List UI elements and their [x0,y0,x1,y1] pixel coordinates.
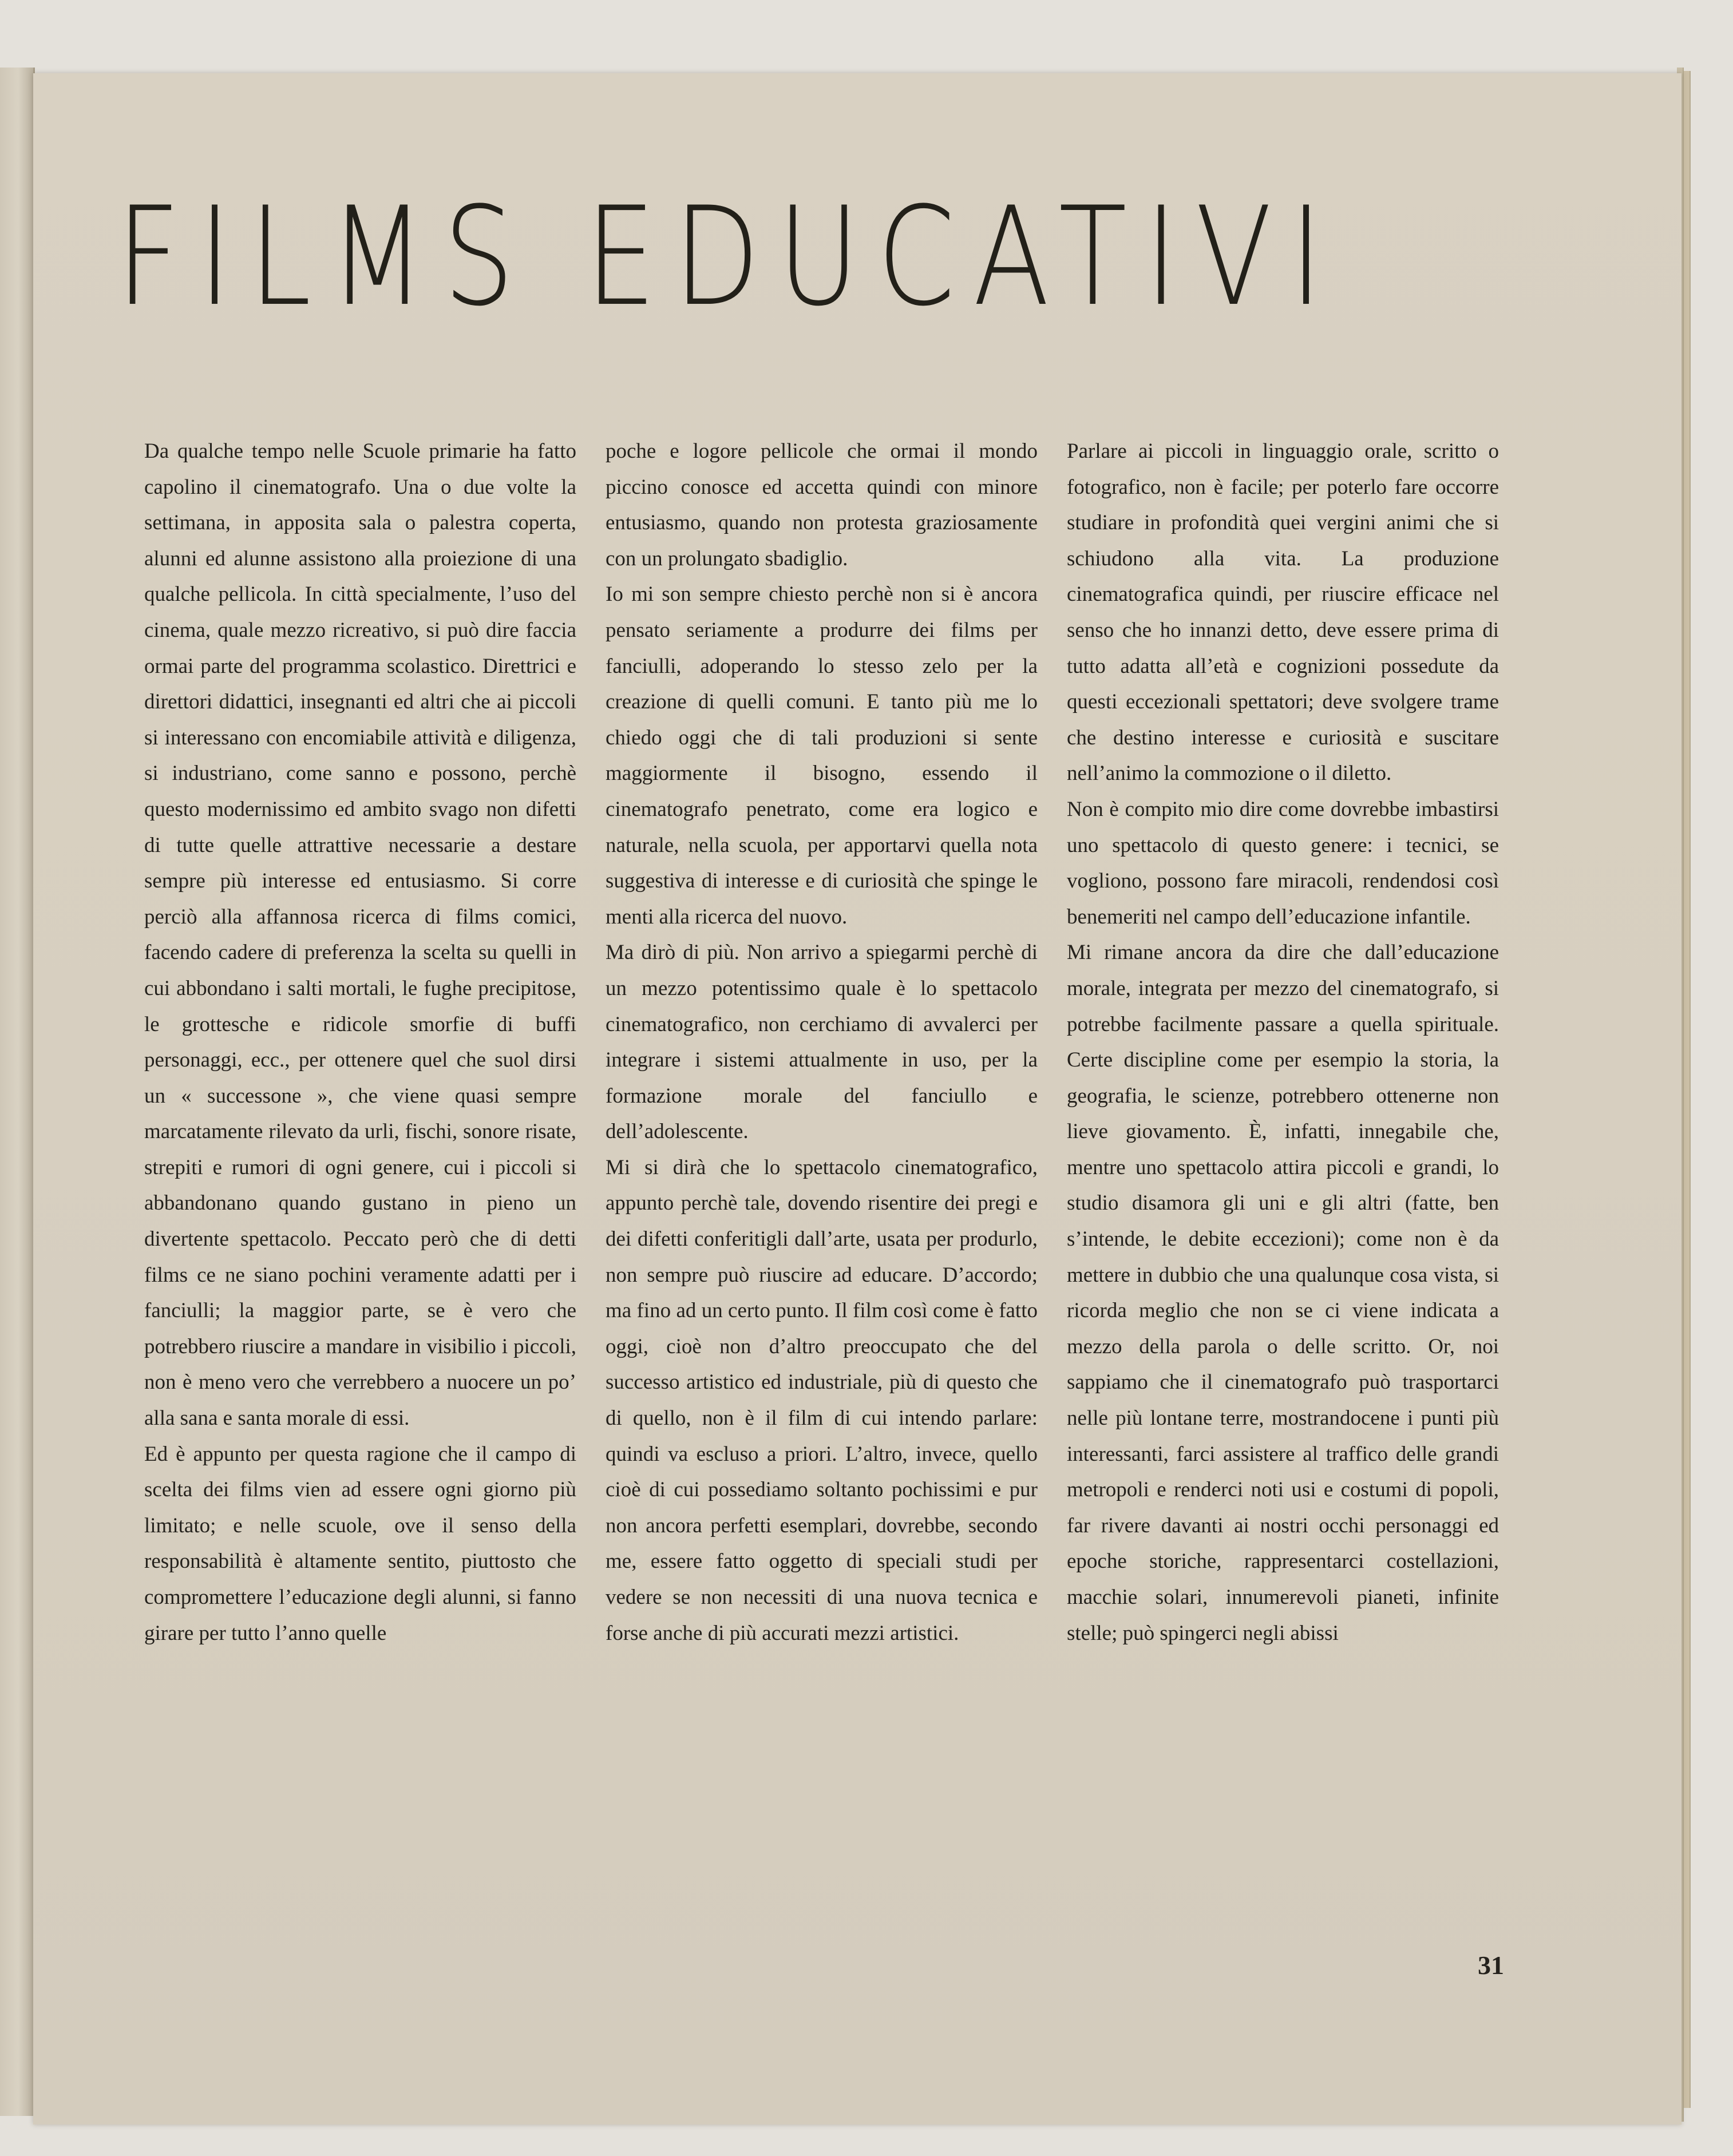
text-column-2 [606,434,1038,1651]
text-column-3 [1067,434,1499,1651]
paragraph: Parlare ai piccoli in linguaggio orale, scritto o fotografico, non è facile; per poterlo fare occorre studiare in profondità quei vergini animi che si schiudono alla vita. La produzione cinematografica quindi, per riuscire efficace nel senso che ho innanzi detto, deve essere prima di tutto adatta all’età e cognizioni possedute da questi eccezionali spettatori; deve svolgere trame che destino interesse e curiosità e suscitare nell’animo la commozione o il diletto. [1067,439,1499,786]
paragraph: Ma dirò di più. Non arrivo a spiegarmi perchè di un mezzo potentissimo quale è lo spettacolo cinematografico, non cerchiamo di avvalerci per integrare i sistemi attualmente in uso, per la formazione morale del fanciullo e dell’adolescente. [606,941,1038,1144]
paragraph: Non è compito mio dire come dovrebbe imbastirsi uno spettacolo di questo genere: i tecnici, se vogliono, possono fare miracoli, rendendosi così benemeriti nel campo dell’educazione infantile. [1067,797,1499,929]
page-stack-edge [1684,71,1691,2108]
paragraph: Da qualche tempo nelle Scuole primarie ha fatto capolino il cinematografo. Una o due volte la settimana, in apposita sala o palestra coperta, alunni ed alunne assistono alla proiezione di una qualche pellicola. In città specialmente, l’uso del cinema, quale mezzo ricreativo, si può dire faccia ormai parte del programma scolastico. Direttrici e direttori didattici, insegnanti ed altri che ai piccoli si interessano con encomiabile attività e diligenza, si industriano, come sanno e possono, perchè questo modernissimo ed ambito svago non difetti di tutte quelle attrattive necessarie a destare sempre più interesse ed entusiasmo. Si corre perciò alla affannosa ricerca di films comici, facendo cadere di preferenza la scelta su quelli in cui abbondano i salti mortali, le fughe precipitose, le grottesche e ridicole smorfie di buffi personaggi, ecc., per ottenere quel che suol dirsi un « successone », che viene quasi sempre marcatamente rilevato da urli, fischi, sonore risate, strepiti e rumori di ogni genere, cui i piccoli si abbandonano quando gustano in pieno un divertente spettacolo. Peccato però che di detti films ce ne siano pochini veramente adatti per i fanciulli; la maggior parte, se è vero che potrebbero riuscire a mandare in visibilio i piccoli, non è meno vero che verrebbero a nuocere un po’ alla sana e santa morale di essi. [144,439,576,1430]
paragraph: Ed è appunto per questa ragione che il campo di scelta dei films vien ad essere ogni giorno più limitato; e nelle scuole, ove il senso della responsabilità è altamente sentito, piuttosto che compromettere l’educazione degli alunni, si fanno girare per tutto l’anno quelle [144,1442,576,1645]
paragraph: Io mi son sempre chiesto perchè non si è ancora pensato seriamente a produrre dei films per fanciulli, adoperando lo stesso zelo per la creazione di quelli comuni. E tanto più me lo chiedo oggi che di tali produzioni si sente maggiormente il bisogno, essendo il cinematografo penetrato, come era logico e naturale, nella scuola, per apportarvi quella nota suggestiva di interesse e di curiosità che spinge le menti alla ricerca del nuovo. [606,582,1038,929]
facing-page-edge [0,68,35,2116]
paragraph: poche e logore pellicole che ormai il mondo piccino conosce ed accetta quindi con minore entusiasmo, quando non protesta graziosamente con un prolungato sbadiglio. [606,439,1038,570]
page-number: 31 [1478,1951,1504,1980]
text-column-1 [144,434,576,1651]
article-title: FILMS EDUCATIVI [116,178,1341,336]
paragraph: Mi si dirà che lo spettacolo cinematografico, appunto perchè tale, dovendo risentire dei pregi e dei difetti conferitigli dall’arte, usata per produrlo, non sempre può riuscire ad educare. D’accordo; ma fino ad un certo punto. Il film così come è fatto oggi, cioè non d’altro preoccupato che del successo artistico ed industriale, più di questo che di quello, non è il film di cui intendo parlare: quindi va escluso a priori. L’altro, invece, quello cioè di cui possediamo soltanto pochissimi e pur non ancora perfetti esemplari, dovrebbe, secondo me, essere fatto oggetto di speciali studi per vedere se non necessiti di una nuova tecnica e forse anche di più accurati mezzi artistici. [606,1155,1038,1645]
paragraph: Mi rimane ancora da dire che dall’educazione morale, integrata per mezzo del cinematografo, si potrebbe facilmente passare a quella spirituale. Certe discipline come per esempio la storia, la geografia, le scienze, potrebbero ottenerne non lieve giovamento. È, infatti, innegabile che, mentre uno spettacolo attira piccoli e grandi, lo studio disamora gli uni e gli altri (fatte, ben s’intende, le debite eccezioni); come non è da mettere in dubbio che una qualunque cosa vista, si ricorda meglio che non se ci viene indicata a mezzo della parola o delle scritto. Or, noi sappiamo che il cinematografo può trasportarci nelle più lontane terre, mostrandocene i punti più interessanti, farci assistere al traffico delle grandi metropoli e renderci noti usi e costumi di popoli, far rivere davanti ai nostri occhi personaggi ed epoche storiche, rappresentarci costellazioni, macchie solari, innumerevoli pianeti, infinite stelle; può spingerci negli abissi [1067,941,1499,1645]
